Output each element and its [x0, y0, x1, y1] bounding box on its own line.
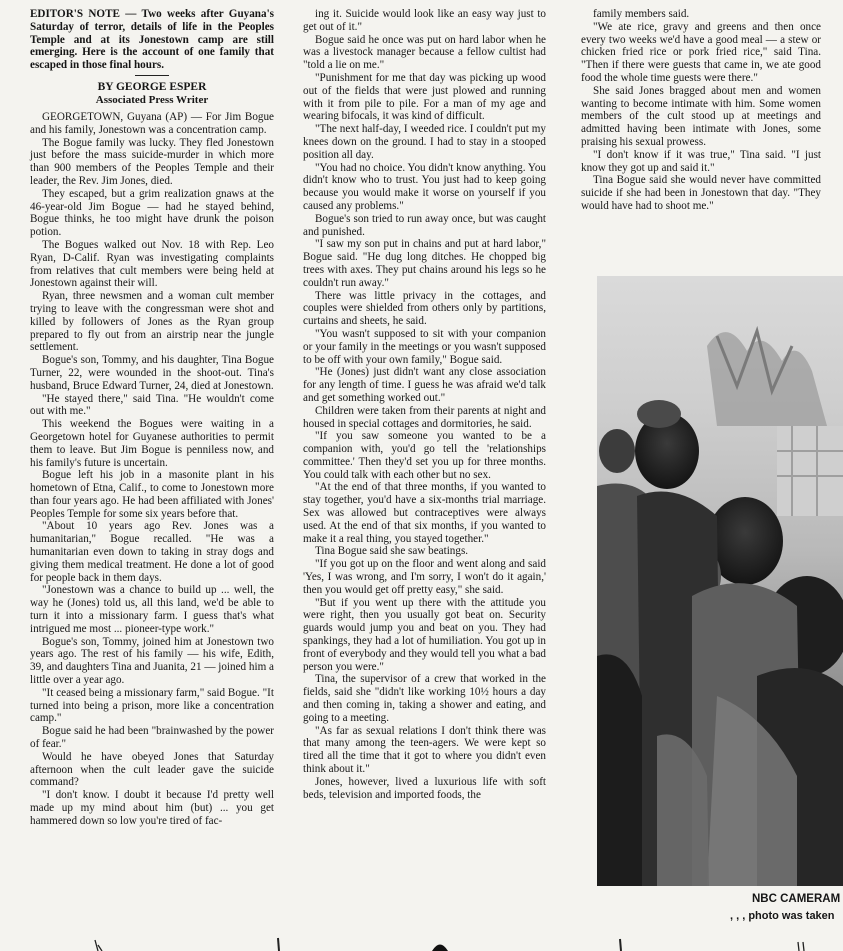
article-paragraph: This weekend the Bogues were waiting in a Georgetown hotel for Guyanese authorities to permit them to leave. But Jim Bogue is penniless now, and his family's future is uncertain. [30, 418, 274, 469]
agency-line: Associated Press Writer [95, 93, 209, 106]
article-paragraph: "At the end of that three months, if you wanted to stay together, you'd have a six-months trial marriage. Sex was allowed but contraceptives were always used. At the end of that six months, if you wanted to make it a real thing, you stayed together." [303, 481, 546, 545]
article-paragraph: family members said. [593, 8, 690, 20]
article-column-1 [30, 8, 274, 828]
article-paragraph: "You wasn't supposed to sit with your companion or your family in the meetings or you wasn't supposed to be off with your own family," Bogue said. [303, 327, 546, 366]
article-paragraph: Ryan, three newsmen and a woman cult member trying to leave with the congressman were shot and killed by followers of Jones as the Ryan group prepared to fly out from an airstrip near the jungle settlement. [30, 290, 274, 354]
article-paragraph: Bogue said he once was put on hard labor when he was a livestock manager because a fellow cultist had "told a lie on me." [303, 33, 546, 72]
article-paragraph: Tina Bogue said she would never have committed suicide if she had been in Jonestown that day. "They would have had to shoot me." [581, 174, 821, 212]
article-paragraph: "I saw my son put in chains and put at hard labor," Bogue said. "He dug long ditches. He chopped big trees with axes. They put chains around his legs so he couldn't run away." [303, 238, 546, 289]
article-paragraph: "You had no choice. You didn't know anything. You didn't know who to trust. You just had to keep going because you would make it worse on yourself if you caused any problems." [303, 161, 546, 212]
article-column-3 [581, 8, 821, 213]
article-paragraph: Would he have obeyed Jones that Saturday afternoon when the cult leader gave the suicide command? [30, 750, 274, 789]
article-paragraph: "But if you went up there with the attitude you were right, then you usually got beat on. Security guards would jump you and beat on you. They had spankings, they had a lot of humiliation. You got up in front of everybody and they would tell you what a bad person you were." [303, 596, 546, 673]
article-paragraph: "Punishment for me that day was picking up wood out of the fields that were just plowed and running with it from pile to pile. For a man of my age and wearing bifocals, it was kind of difficult. [303, 71, 546, 123]
article-paragraph: "It ceased being a missionary farm," said Bogue. "It turned into being a prison, more like a concentration camp." [30, 686, 274, 725]
article-paragraph: She said Jones bragged about men and women wanting to become intimate with him. Some women members of the cult stood up at meetings and admitted having been intimate with Jones, some praising his sexual prowess. [581, 84, 821, 148]
article-paragraph: Bogue's son, Tommy, joined him at Jonestown two years ago. The rest of his family — his wife, Edith, 39, and daughters Tina and Juanita, 21 — joined him a little over a year ago. [30, 635, 274, 687]
article-paragraph: Tina Bogue said she saw beatings. [315, 545, 469, 558]
article-paragraph: There was little privacy in the cottages, and couples were shielded from others only by partitions, curtains and sheets, he said. [303, 289, 546, 328]
article-paragraph: "If you got up on the floor and went along and said 'Yes, I was wrong, and I'm sorry, I won't do it again,' then you would get off pretty easy," she said. [303, 558, 546, 596]
article-paragraph: "We ate rice, gravy and greens and then once every two weeks we'd have a good meal — a stew or chicken fried rice or pork fried rice," said Tina. "Then if there were guests that came in, we ate good food the whole time guests were there." [581, 20, 821, 84]
column-3-body [581, 8, 821, 213]
article-paragraph: "The next half-day, I weeded rice. I couldn't put my knees down on the ground. I had to stay in a stooped position all day. [303, 123, 546, 161]
article-paragraph: Children were taken from their parents at night and housed in special cottages and dormitories, he said. [303, 404, 546, 430]
article-paragraph: "He stayed there," said Tina. "He wouldn't come out with me." [30, 392, 274, 418]
article-paragraph: "As far as sexual relations I don't think there was that many among the teen-agers. We were kept so tired all the time that it got to where you didn't even think about it." [303, 724, 546, 776]
news-photo [597, 276, 843, 886]
article-paragraph: Bogue's son, Tommy, and his daughter, Tina Bogue Turner, 22, were wounded in the shoot-out. Tina's husband, Bruce Edward Turner, 24, died at Jonestown. [30, 354, 274, 392]
article-column-2 [303, 8, 546, 801]
article-paragraph: Bogue left his job in a masonite plant in his hometown of Etna, Calif., to come to Jonestown more than four years ago. He had been affiliated with Jones' Peoples Temple for some six years before that. [30, 469, 274, 520]
article-paragraph: "He (Jones) just didn't want any close association for any length of time. I guess he was afraid we'd talk and get something worked out." [303, 366, 546, 404]
article-paragraph: Jones, however, lived a luxurious life with soft beds, television and imported foods, the [303, 775, 546, 801]
crowd-photo-image [597, 276, 843, 886]
article-paragraph: "I don't know. I doubt it because I'd pretty well made up my mind about him (but) ... you get hammered down so low you're tired of fac- [30, 789, 274, 827]
article-paragraph: "About 10 years ago Rev. Jones was a humanitarian," Bogue recalled. "He was a humanitarian even down to taking in stray dogs and giving them medical treatment. He done a lot of good for people back in them days. [30, 520, 274, 584]
article-paragraph: GEORGETOWN, Guyana (AP) — For Jim Bogue and his family, Jonestown was a concentration camp. [30, 110, 274, 136]
article-paragraph: "If you saw someone you wanted to be a companion with, you'd go tell the 'relationships committee.' Then they'd set you up for three months. You could talk with each other but no sex. [303, 430, 546, 481]
article-paragraph: Bogue said he had been "brainwashed by the power of fear." [30, 725, 274, 751]
photo-caption-title: NBC CAMERAM [752, 893, 841, 905]
editors-note: EDITOR'S NOTE — Two weeks after Guyana's Saturday of terror, details of life in the Peoples Temple and at its Jonestown camp are still emerging. Here is the account of one family that escaped in those final hours. [30, 8, 274, 72]
article-paragraph: "I don't know if it was true," Tina said. "I just know they got up and said it." [581, 148, 821, 174]
photo-caption-text: , , , photo was taken [730, 910, 835, 922]
article-paragraph: Bogue's son tried to run away once, but was caught and punished. [303, 212, 546, 238]
article-paragraph: They escaped, but a grim realization gnaws at the 46-year-old Jim Bogue — had he stayed behind, Bogue thinks, he too might have drunk the poison potion. [30, 187, 274, 239]
article-paragraph: Tina, the supervisor of a crew that worked in the fields, said she "didn't like working 10½ hours a day and then coming in, taking a shower and eating, and going to a meeting. [303, 673, 546, 724]
article-paragraph: "Jonestown was a chance to build up ... well, the way he (Jones) told us, all this land, we'd be able to turn it into a missionary farm. I guess that's what intrigued me most ... pioneer-type work." [30, 584, 274, 635]
article-paragraph: The Bogues walked out Nov. 18 with Rep. Leo Ryan, D-Calif. Ryan was investigating complaints from relatives that cult members were being held at Jonestown against their will. [30, 238, 274, 290]
column-1-body [30, 111, 274, 828]
article-paragraph: The Bogue family was lucky. They fled Jonestown just before the mass suicide-murder in which more than 900 members of the Peoples Temple and their leader, the Rev. Jim Jones, died. [30, 136, 274, 187]
page-bottom-edge-marks [0, 936, 843, 951]
divider-rule [135, 75, 169, 76]
column-2-body [303, 8, 546, 801]
article-paragraph: ing it. Suicide would look like an easy way just to get out of it." [303, 8, 546, 33]
byline: BY GEORGE ESPER [97, 80, 207, 93]
